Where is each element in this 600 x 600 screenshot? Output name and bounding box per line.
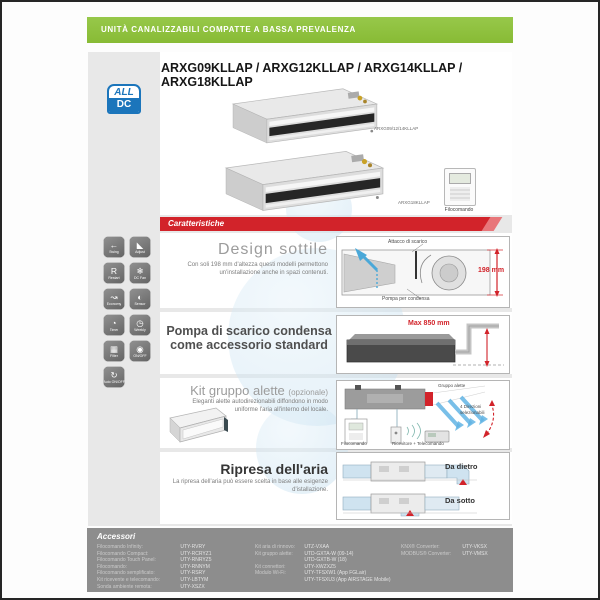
accessory-row — [97, 564, 212, 571]
indoor-unit-large-image — [204, 144, 392, 216]
wired-remote-label: Filocomando — [444, 207, 474, 213]
accessory-row — [255, 551, 391, 558]
accessories-title: Accessori — [97, 532, 136, 541]
louvre-kit-image — [166, 404, 230, 446]
feature-icon-glyph: ▦ — [109, 343, 119, 354]
feature-icon-label: DC Fan — [133, 275, 147, 280]
design-section-body: Con soli 198 mm d'altezza questi modelli permettono un'installazione anche in spazi contenuti. — [187, 262, 328, 276]
intake-diagram-box — [336, 452, 510, 520]
accessory-label: Modulo Wi-Fi: — [255, 570, 286, 577]
pump-dimension: Max 850 mm — [408, 320, 450, 327]
accessory-code: UTY-XSZX — [180, 583, 205, 590]
feature-icon — [129, 262, 151, 284]
pump-title-line2: come accessorio standard — [170, 338, 328, 352]
louvre-section-body: Eleganti alette autodirezionabili diffondono in modo uniforme l'aria all'interno del locale. — [192, 399, 328, 413]
feature-icon-label: Sensor — [134, 301, 146, 306]
accessory-code: UTY-RSRY — [180, 570, 206, 577]
accessory-label: KNX® Converter: — [401, 544, 440, 550]
accessory-code: UTY-XWZXZ5 — [304, 563, 336, 570]
accessory-code: UTY-RNRYZ5 — [180, 557, 212, 564]
feature-icon — [103, 236, 125, 258]
accessory-label: Filocomando Infinity: — [97, 544, 143, 550]
accessory-label: Kit connettori: — [255, 563, 286, 570]
accessory-code: UTY-VMSX — [462, 550, 488, 557]
feature-icon-glyph: ◷ — [136, 317, 144, 328]
feature-icon-glyph: ◐ — [137, 291, 143, 302]
intake-label-back: Da dietro — [445, 462, 478, 471]
accessory-label: Filocomando: — [97, 563, 128, 570]
accessory-row — [255, 570, 391, 577]
design-label-pump: Pompa per condensa — [382, 296, 430, 302]
intake-label-bottom: Da sotto — [445, 496, 475, 505]
unit-small-label: ARXG09/12/14KLLAP — [374, 126, 419, 131]
all-dc-badge-bottom: DC — [109, 98, 139, 112]
accessory-row — [255, 544, 391, 551]
accessories-column-1 — [97, 544, 212, 590]
accessory-code: UTY-TFSXU3 (App AIRSTAGE Mobile) — [304, 576, 391, 583]
wired-remote-image — [444, 168, 476, 206]
accessory-code: UTD-GXTA-W (09-14) — [304, 550, 354, 557]
louvre-section-title — [165, 383, 328, 398]
indoor-unit-small-image — [214, 82, 384, 148]
louvre-label-receiver: Ricevitore + Telecomando — [392, 441, 444, 446]
remote-keys — [450, 187, 470, 201]
accessory-row — [97, 557, 212, 564]
feature-icon-glyph: ◣ — [136, 239, 144, 250]
louvre-label-directions: 4 Direzioni selezionabili — [460, 404, 485, 415]
accessory-label: Kit ricevente e telecomando: — [97, 576, 161, 583]
accessory-row — [255, 557, 391, 564]
louvre-label-group: Gruppo alette — [438, 383, 466, 388]
pump-section-title — [165, 324, 333, 352]
intake-diagram — [337, 453, 507, 517]
design-section-title: Design sottile — [217, 241, 328, 258]
feature-icon-glyph: R — [110, 265, 118, 276]
feature-icon-glyph: ◉ — [136, 343, 144, 354]
accessory-code: UTY-TFSXW1 (App FGLair) — [304, 570, 367, 577]
accessory-label: Kit aria di rinnovo: — [255, 544, 296, 550]
accessory-code: UTZ-VXAA — [304, 544, 330, 550]
feature-icon-label: Auto ON/OFF — [103, 379, 125, 384]
feature-icon-label: Timer — [109, 327, 119, 332]
feature-icon-label: Adjust — [135, 249, 145, 254]
feature-icon — [129, 340, 151, 362]
feature-icon-label: Filter — [110, 353, 118, 358]
feature-icon-column — [103, 236, 155, 388]
accessory-label: Filocomando Compact: — [97, 550, 149, 557]
accessory-row — [401, 544, 488, 551]
feature-icon — [129, 236, 151, 258]
category-banner — [87, 17, 513, 43]
feature-icon-glyph: ← — [109, 239, 119, 250]
accessory-row — [255, 564, 391, 571]
features-section-bar-label: Caratteristiche — [168, 219, 225, 228]
model-names-title: ARXG09KLLAP / ARXG12KLLAP / ARXG14KLLAP / ARXG18KLLAP — [161, 61, 463, 89]
feature-icon-label: Restart — [108, 275, 120, 280]
unit-large-label: ARXG18KLLAP — [398, 200, 430, 205]
design-dimension: 198 mm — [478, 267, 505, 274]
intake-section-body: La ripresa dell'aria può essere scelta in base alle esigenze d'istallazione. — [172, 479, 328, 493]
feature-icon — [103, 366, 125, 388]
category-banner-text: UNITÀ CANALIZZABILI COMPATTE A BASSA PREVALENZA — [101, 25, 356, 34]
accessory-row — [97, 551, 212, 558]
remote-screen — [449, 173, 471, 184]
feature-icon-glyph: ↝ — [110, 291, 118, 302]
accessory-code: UTD-GXTB-W (18) — [304, 557, 347, 564]
pump-title-line1: Pompa di scarico condensa — [166, 324, 332, 338]
accessories-footer — [87, 528, 513, 592]
feature-icon — [103, 288, 125, 310]
feature-icon-label: ON/OFF — [133, 353, 147, 358]
accessory-label: MODBUS® Converter: — [401, 550, 452, 557]
feature-icon — [129, 288, 151, 310]
accessories-column-3 — [401, 544, 488, 557]
accessory-row — [97, 544, 212, 551]
accessory-label: Kit gruppo alette: — [255, 550, 293, 557]
accessory-row — [255, 577, 391, 584]
feature-icon-label: Economy — [106, 301, 122, 306]
accessory-row — [97, 584, 212, 591]
feature-icon — [103, 314, 125, 336]
accessory-row — [97, 577, 212, 584]
accessory-label: Sonda ambiente remota: — [97, 583, 152, 590]
accessory-label: Filocomando Touch Panel: — [97, 557, 156, 564]
intake-section-title: Ripresa dell'aria — [220, 461, 328, 477]
all-dc-badge — [107, 84, 141, 114]
all-dc-badge-top: ALL — [114, 87, 134, 98]
louvre-diagram-box — [336, 380, 510, 450]
accessory-code: UTY-RNNYM — [180, 563, 210, 570]
accessories-column-2 — [255, 544, 391, 584]
feature-icon-glyph: ❄ — [136, 265, 144, 276]
feature-icon-glyph: ◔ — [111, 317, 117, 328]
accessory-code: UTY-LBTYM — [180, 576, 209, 583]
feature-icon-label: Swing — [109, 249, 119, 254]
louvre-title-main: Kit gruppo alette — [190, 383, 285, 398]
accessory-row — [401, 551, 488, 558]
feature-icon-label: Weekly — [134, 327, 146, 332]
louvre-title-suffix: (opzionale) — [288, 388, 328, 397]
accessory-row — [97, 570, 212, 577]
accessory-code: UTY-RVRY — [180, 544, 206, 550]
feature-icon-glyph: ↻ — [110, 369, 118, 380]
feature-icon — [129, 314, 151, 336]
feature-icon — [103, 262, 125, 284]
accessory-label: Filocomando semplificato: — [97, 570, 155, 577]
design-label-drain: Attacco di scarico — [388, 239, 428, 245]
feature-icon — [103, 340, 125, 362]
louvre-label-wired: Filocomando — [341, 441, 367, 446]
accessory-code: UTY-VKSX — [462, 544, 487, 550]
features-section-bar — [160, 217, 512, 231]
accessory-code: UTY-RCRYZ1 — [180, 550, 212, 557]
